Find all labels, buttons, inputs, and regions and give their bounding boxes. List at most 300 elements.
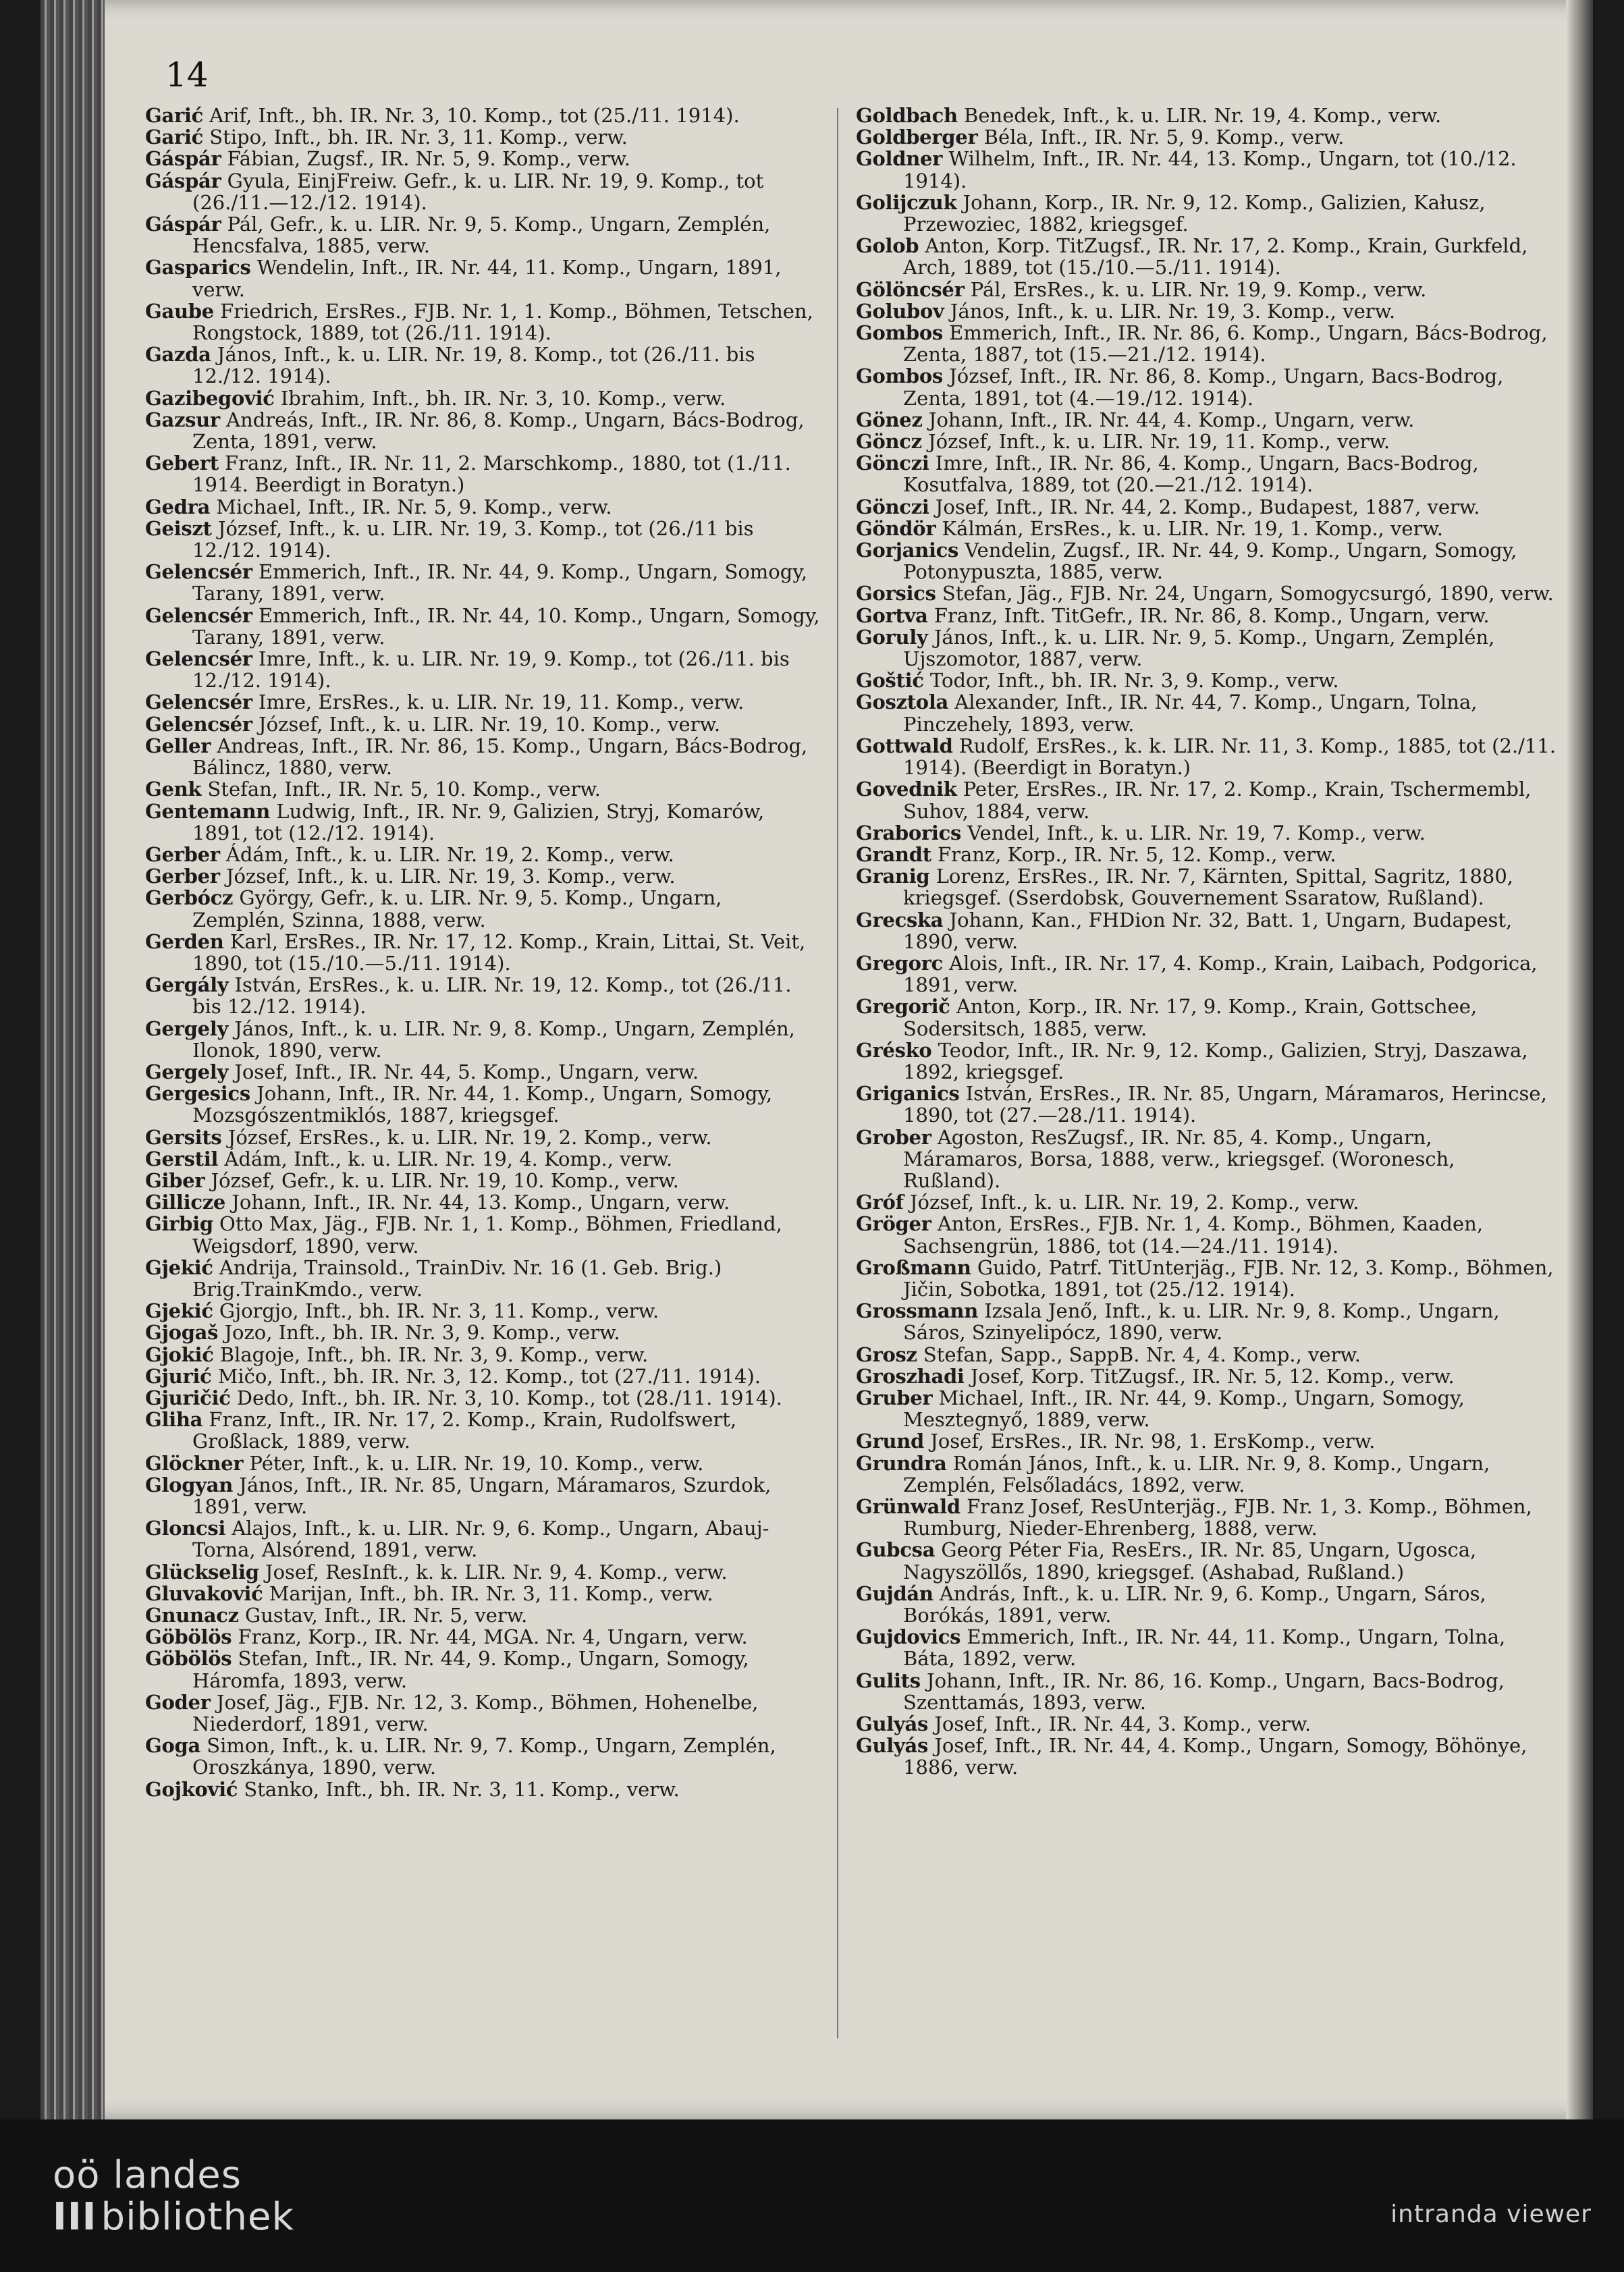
entry-surname: Gentemann (145, 799, 271, 823)
list-item (856, 691, 1558, 734)
list-item (145, 213, 820, 256)
entry-surname: Gottwald (856, 734, 953, 757)
list-item (856, 583, 1558, 604)
entry-details: Friedrich, ErsRes., FJB. Nr. 1, 1. Komp., Böhmen, Tetschen, Rongstock, 1889, tot (26./11. 1914). (192, 299, 813, 345)
list-item (145, 865, 820, 887)
entry-details: Vendel, Inft., k. u. LIR. Nr. 19, 7. Komp., verw. (961, 821, 1426, 844)
list-item (856, 952, 1558, 996)
entry-details: Emmerich, Inft., IR. Nr. 44, 10. Komp., Ungarn, Somogy, Tarany, 1891, verw. (192, 603, 820, 649)
entry-surname: Gaube (145, 299, 214, 323)
entry-surname: Grober (856, 1125, 931, 1149)
list-item (145, 1561, 820, 1583)
page-number: 14 (165, 55, 209, 94)
list-item (145, 1648, 820, 1691)
entry-details: Stefan, Jäg., FJB. Nr. 24, Ungarn, Somogycsurgó, 1890, verw. (936, 582, 1554, 605)
list-item (856, 1213, 1558, 1256)
entry-surname: Gedra (145, 495, 211, 518)
entry-surname: Gelencsér (145, 712, 252, 736)
list-item (145, 931, 820, 974)
logo-line-1: oö landes (53, 2153, 242, 2197)
entry-details: Imre, ErsRes., k. u. LIR. Nr. 19, 11. Komp., verw. (252, 691, 745, 714)
entry-surname: Gróf (856, 1191, 904, 1214)
entry-details: Emmerich, Inft., IR. Nr. 86, 6. Komp., Ungarn, Bács-Bodrog, Zenta, 1887, tot (15.—21./12. 1914). (903, 321, 1548, 367)
entry-surname: Gelencsér (145, 603, 252, 627)
entry-details: Josef, ErsRes., IR. Nr. 98, 1. ErsKomp., verw. (924, 1430, 1376, 1453)
entry-surname: Gjogaš (145, 1321, 219, 1345)
entry-details: Ádám, Inft., k. u. LIR. Nr. 19, 4. Komp., verw. (218, 1147, 673, 1170)
list-item (145, 778, 820, 800)
entry-surname: Gerbócz (145, 886, 234, 910)
list-item (145, 1127, 820, 1148)
entry-details: János, Inft., k. u. LIR. Nr. 9, 8. Komp., Ungarn, Zemplén, Ilonok, 1890, verw. (192, 1017, 795, 1062)
entry-details: Peter, ErsRes., IR. Nr. 17, 2. Komp., Krain, Tschermembl, Suhov, 1884, verw. (903, 778, 1532, 823)
entry-details: Josef, Jäg., FJB. Nr. 12, 3. Komp., Böhmen, Hohenelbe, Niederdorf, 1891, verw. (192, 1690, 759, 1736)
entry-details: Anton, ErsRes., FJB. Nr. 1, 4. Komp., Böhmen, Kaaden, Sachsengrün, 1886, tot (14.—24./11. 1914). (903, 1212, 1484, 1257)
entry-details: József, Inft., k. u. LIR. Nr. 19, 3. Komp., verw. (219, 865, 676, 888)
list-item (856, 192, 1558, 235)
entry-details: Otto Max, Jäg., FJB. Nr. 1, 1. Komp., Böhmen, Friedland, Weigsdorf, 1890, verw. (192, 1212, 782, 1257)
entry-details: József, Gefr., k. u. LIR. Nr. 19, 10. Komp., verw. (205, 1168, 679, 1192)
entry-details: Josef, ResInft., k. k. LIR. Nr. 9, 4. Komp., verw. (259, 1560, 728, 1584)
entry-details: Andrija, Trainsold., TrainDiv. Nr. 16 (1. Geb. Brig.) Brig.TrainKmdo., verw. (192, 1255, 722, 1301)
list-item (145, 1735, 820, 1778)
entry-surname: Glöckner (145, 1451, 244, 1475)
entry-surname: Gönez (856, 408, 923, 431)
entry-surname: Golob (856, 234, 919, 258)
list-item (145, 1191, 820, 1213)
entry-surname: Grésko (856, 1038, 932, 1062)
list-item (856, 822, 1558, 844)
book-spine (40, 0, 105, 2119)
entry-surname: Gáspár (145, 169, 221, 192)
entry-details: Gustav, Inft., IR. Nr. 5, verw. (238, 1604, 528, 1627)
entry-details: Andreas, Inft., IR. Nr. 86, 15. Komp., Ungarn, Bács-Bodrog, Bálincz, 1880, verw. (192, 734, 808, 780)
entry-details: Michael, Inft., IR. Nr. 44, 9. Komp., Ungarn, Somogy, Mesztegnyő, 1889, verw. (903, 1386, 1465, 1432)
entry-details: József, ErsRes., k. u. LIR. Nr. 19, 2. Komp., verw. (221, 1125, 712, 1149)
entry-details: Franz, Korp., IR. Nr. 44, MGA. Nr. 4, Ungarn, verw. (232, 1625, 748, 1649)
entry-surname: Gjokić (145, 1343, 214, 1366)
entry-surname: Gersits (145, 1125, 222, 1149)
page-edge-shadow (1566, 0, 1593, 2119)
list-item (145, 256, 820, 300)
entry-details: Román János, Inft., k. u. LIR. Nr. 9, 8. Komp., Ungarn, Zemplén, Felsőladács, 1892, verw. (903, 1451, 1490, 1496)
entry-details: Stanko, Inft., bh. IR. Nr. 3, 11. Komp., verw. (238, 1777, 680, 1801)
entry-details: Alois, Inft., IR. Nr. 17, 4. Komp., Krain, Laibach, Podgorica, 1891, verw. (903, 951, 1538, 997)
entry-surname: Geller (145, 734, 211, 757)
entry-details: Johann, Kan., FHDion Nr. 32, Batt. 1, Ungarn, Budapest, 1890, verw. (903, 908, 1513, 953)
list-item (145, 974, 820, 1017)
entry-surname: Gjekić (145, 1299, 213, 1323)
entry-surname: Großmann (856, 1255, 971, 1279)
entry-details: János, Inft., IR. Nr. 85, Ungarn, Máramaros, Szurdok, 1891, verw. (192, 1473, 772, 1518)
logo-word: bibliothek (101, 2195, 294, 2239)
entry-surname: Gorjanics (856, 539, 959, 562)
entry-surname: Gujdovics (856, 1625, 961, 1649)
entry-details: Anton, Korp., IR. Nr. 17, 9. Komp., Krain, Gottschee, Sodersitsch, 1885, verw. (903, 995, 1478, 1040)
list-item (145, 1692, 820, 1735)
entry-details: Guido, Patrf. TitUnterjäg., FJB. Nr. 12, 3. Komp., Böhmen, Jičin, Sobotka, 1891, tot (25./12. 1914). (903, 1255, 1554, 1301)
list-item (856, 539, 1558, 583)
entry-surname: Gillicze (145, 1191, 226, 1214)
entry-surname: Gjekić (145, 1255, 213, 1279)
entry-surname: Gulyás (856, 1712, 929, 1736)
entry-details: József, Inft., IR. Nr. 86, 8. Komp., Ungarn, Bacs-Bodrog, Zenta, 1891, tot (4.—19./12. 1914). (903, 364, 1504, 410)
left-column (145, 105, 820, 1800)
entry-details: Johann, Inft., IR. Nr. 44, 4. Komp., Ungarn, verw. (922, 408, 1415, 431)
entry-surname: Gelencsér (145, 560, 252, 584)
entry-surname: Gebert (145, 452, 219, 475)
entry-surname: Gregorič (856, 995, 950, 1019)
list-item (856, 1496, 1558, 1539)
list-item (145, 1453, 820, 1474)
list-item (856, 322, 1558, 365)
list-item (145, 1583, 820, 1604)
entry-surname: Gergely (145, 1017, 228, 1040)
entry-surname: Gombos (856, 321, 943, 345)
list-item (145, 713, 820, 735)
entry-surname: Giber (145, 1168, 205, 1192)
entry-surname: Gergesics (145, 1082, 250, 1106)
entry-details: Ludwig, Inft., IR. Nr. 9, Galizien, Stryj, Komarów, 1891, tot (12./12. 1914). (192, 799, 765, 844)
entry-details: Gyula, EinjFreiw. Gefr., k. u. LIR. Nr. 19, 9. Komp., tot (26./11.—12./12. 1914). (192, 169, 764, 214)
entry-surname: Gulyás (856, 1734, 929, 1758)
entry-details: Johann, Korp., IR. Nr. 9, 12. Komp., Galizien, Kałusz, Przewoziec, 1882, kriegsgef. (903, 190, 1486, 236)
list-item (145, 1517, 820, 1561)
entry-details: Péter, Inft., k. u. LIR. Nr. 19, 10. Komp., verw. (243, 1451, 704, 1475)
entry-surname: Goštić (856, 669, 924, 693)
entry-surname: Gloncsi (145, 1517, 226, 1540)
entry-surname: Grecska (856, 908, 944, 931)
list-item (856, 496, 1558, 518)
entry-surname: Gojković (145, 1777, 238, 1801)
list-item (856, 626, 1558, 670)
entry-surname: Grossmann (856, 1299, 978, 1323)
viewer-brand-label: intranda viewer (1390, 2200, 1592, 2228)
entry-details: Josef, Inft., IR. Nr. 44, 2. Komp., Budapest, 1887, verw. (929, 495, 1480, 518)
list-item (856, 605, 1558, 626)
entry-details: Stefan, Inft., IR. Nr. 5, 10. Komp., verw. (201, 778, 601, 801)
list-item (856, 1344, 1558, 1365)
entry-details: Johann, Inft., IR. Nr. 44, 13. Komp., Ungarn, verw. (225, 1191, 730, 1214)
entry-surname: Gujdán (856, 1581, 933, 1605)
entry-details: József, Inft., k. u. LIR. Nr. 19, 3. Komp., tot (26./11 bis 12./12. 1914). (192, 516, 754, 562)
entry-details: Johann, Inft., IR. Nr. 44, 1. Komp., Ungarn, Somogy, Mozsgószentmiklós, 1887, kriegsgef. (192, 1082, 773, 1127)
entry-details: Kálmán, ErsRes., k. u. LIR. Nr. 19, 1. Komp., verw. (936, 516, 1443, 540)
entry-surname: Gergály (145, 973, 229, 997)
entry-surname: Goldbach (856, 104, 958, 127)
entry-details: András, Inft., k. u. LIR. Nr. 9, 6. Komp., Ungarn, Sáros, Borókás, 1891, verw. (903, 1581, 1486, 1627)
list-item (856, 148, 1558, 191)
list-item (145, 801, 820, 844)
entry-details: István, ErsRes., IR. Nr. 85, Ungarn, Máramaros, Herincse, 1890, tot (27.—28./11. 1914). (903, 1082, 1547, 1127)
entry-details: Emmerich, Inft., IR. Nr. 44, 9. Komp., Ungarn, Somogy, Tarany, 1891, verw. (192, 560, 808, 605)
list-item (856, 909, 1558, 952)
list-item (145, 1409, 820, 1452)
entry-surname: Gjuričić (145, 1386, 231, 1409)
entry-details: Todor, Inft., bh. IR. Nr. 3, 9. Komp., verw. (923, 669, 1339, 693)
library-logo[interactable] (53, 2155, 294, 2238)
logo-line-2 (53, 2196, 294, 2238)
entry-details: Johann, Inft., IR. Nr. 86, 16. Komp., Ungarn, Bacs-Bodrog, Szenttamás, 1893, verw. (903, 1669, 1505, 1714)
list-item (145, 344, 820, 387)
list-item (145, 1018, 820, 1061)
entry-details: János, Inft., k. u. LIR. Nr. 19, 3. Komp., verw. (944, 299, 1396, 323)
list-item (145, 1322, 820, 1343)
entry-surname: Gerber (145, 865, 220, 888)
entry-surname: Gerden (145, 929, 224, 953)
entry-surname: Gjurić (145, 1364, 212, 1388)
entry-details: Teodor, Inft., IR. Nr. 9, 12. Komp., Galizien, Stryj, Daszawa, 1892, kriegsgef. (903, 1038, 1528, 1083)
entry-details: János, Inft., k. u. LIR. Nr. 19, 8. Komp., tot (26./11. bis 12./12. 1914). (192, 343, 755, 388)
list-item (856, 365, 1558, 408)
entry-details: Franz, Inft., IR. Nr. 11, 2. Marschkomp., 1880, tot (1./11. 1914. Beerdigt in Boratyn.) (192, 452, 791, 497)
right-column (856, 105, 1558, 1779)
logo-bars: III (53, 2195, 97, 2239)
list-item (145, 1604, 820, 1626)
list-item (856, 844, 1558, 865)
list-item (145, 300, 820, 344)
entry-details: Imre, Inft., k. u. LIR. Nr. 19, 9. Komp., tot (26./11. bis 12./12. 1914). (192, 647, 790, 693)
entry-surname: Göndör (856, 516, 936, 540)
list-item (145, 1626, 820, 1648)
entry-details: Pál, Gefr., k. u. LIR. Nr. 9, 5. Komp., Ungarn, Zemplén, Hencsfalva, 1885, verw. (192, 213, 771, 258)
entry-surname: Gerstil (145, 1147, 219, 1170)
entry-surname: Granig (856, 865, 930, 888)
entry-surname: Graborics (856, 821, 962, 844)
list-item (856, 1670, 1558, 1713)
entry-surname: Grünwald (856, 1495, 960, 1518)
entry-details: József, Inft., k. u. LIR. Nr. 19, 10. Komp., verw. (252, 712, 721, 736)
entry-details: József, Inft., k. u. LIR. Nr. 19, 2. Komp., verw. (903, 1191, 1359, 1214)
entry-details: Wilhelm, Inft., IR. Nr. 44, 13. Komp., Ungarn, tot (10./12. 1914). (903, 147, 1517, 192)
entry-details: Anton, Korp. TitZugsf., IR. Nr. 17, 2. Komp., Krain, Gurkfeld, Arch, 1889, tot (15./10.—5./11. 1914). (903, 234, 1528, 279)
entry-surname: Gerber (145, 842, 220, 866)
entry-details: József, Inft., k. u. LIR. Nr. 19, 11. Komp., verw. (921, 430, 1390, 454)
list-item (856, 996, 1558, 1039)
entry-surname: Gubcsa (856, 1538, 936, 1562)
entry-details: Ádám, Inft., k. u. LIR. Nr. 19, 2. Komp., verw. (219, 842, 674, 866)
entry-surname: Grund (856, 1430, 924, 1453)
list-item (856, 452, 1558, 495)
entry-details: Gjorgjo, Inft., bh. IR. Nr. 3, 11. Komp., verw. (213, 1299, 659, 1323)
entry-surname: Goldner (856, 147, 943, 171)
list-item (145, 887, 820, 930)
entry-details: Stefan, Sapp., SappB. Nr. 4, 4. Komp., verw. (917, 1343, 1361, 1366)
list-item (856, 300, 1558, 322)
entry-details: Dedo, Inft., bh. IR. Nr. 3, 10. Komp., tot (28./11. 1914). (230, 1386, 782, 1409)
entry-details: Andreás, Inft., IR. Nr. 86, 8. Komp., Ungarn, Bács-Bodrog, Zenta, 1891, verw. (192, 408, 805, 454)
entry-details: Karl, ErsRes., IR. Nr. 17, 12. Komp., Krain, Littai, St. Veit, 1890, tot (15./10.—5./11. 1914). (192, 929, 806, 975)
list-item (145, 1257, 820, 1300)
list-item (856, 865, 1558, 909)
entry-surname: Geiszt (145, 516, 212, 540)
entry-details: Simon, Inft., k. u. LIR. Nr. 9, 7. Komp., Ungarn, Zemplén, Oroszkánya, 1890, verw. (192, 1734, 776, 1779)
entry-surname: Garić (145, 104, 204, 127)
list-item (856, 1365, 1558, 1387)
list-item (856, 105, 1558, 126)
entry-surname: Gáspár (145, 147, 221, 171)
list-item (145, 691, 820, 713)
entry-surname: Gluvaković (145, 1581, 263, 1605)
entry-details: Agoston, ResZugsf., IR. Nr. 85, 4. Komp., Ungarn, Máramaros, Borsa, 1888, verw., kriegsgef. (Woronesch, Rußland). (903, 1125, 1455, 1192)
entry-surname: Göbölös (145, 1647, 232, 1671)
entry-surname: Grundra (856, 1451, 947, 1475)
entry-surname: Govednik (856, 778, 957, 801)
entry-surname: Genk (145, 778, 202, 801)
entry-details: Wendelin, Inft., IR. Nr. 44, 11. Komp., Ungarn, 1891, verw. (192, 256, 782, 301)
entry-details: Rudolf, ErsRes., k. k. LIR. Nr. 11, 3. Komp., 1885, tot (2./11. 1914). (Beerdigt in Boratyn.) (903, 734, 1557, 780)
entry-surname: Grandt (856, 842, 931, 866)
list-item (856, 1735, 1558, 1778)
entry-details: Franz Josef, ResUnterjäg., FJB. Nr. 1, 3. Komp., Böhmen, Rumburg, Nieder-Ehrenberg, 1888, verw. (903, 1495, 1532, 1540)
list-item (856, 126, 1558, 148)
list-item (856, 1083, 1558, 1126)
entry-details: Blagoje, Inft., bh. IR. Nr. 3, 9. Komp., verw. (213, 1343, 649, 1366)
entry-surname: Garić (145, 126, 204, 149)
entry-details: Georg Péter Fia, ResErs., IR. Nr. 85, Ungarn, Ugosca, Nagyszöllős, 1890, kriegsgef. (Ashabad, Rußland.) (903, 1538, 1477, 1584)
entry-details: Stefan, Inft., IR. Nr. 44, 9. Komp., Ungarn, Somogy, Háromfa, 1893, verw. (192, 1647, 749, 1692)
list-item (145, 496, 820, 518)
entry-surname: Gnunacz (145, 1604, 239, 1627)
entry-surname: Gazsur (145, 408, 220, 431)
entry-details: Josef, Inft., IR. Nr. 44, 4. Komp., Ungarn, Somogy, Böhönye, 1886, verw. (903, 1734, 1527, 1779)
list-item (145, 605, 820, 648)
list-item (145, 844, 820, 865)
list-item (145, 452, 820, 495)
entry-details: Béla, Inft., IR. Nr. 5, 9. Komp., verw. (977, 126, 1345, 149)
entry-details: Alexander, Inft., IR. Nr. 44, 7. Komp., Ungarn, Tolna, Pinczehely, 1893, verw. (903, 691, 1478, 736)
list-item (856, 409, 1558, 431)
entry-details: Pál, ErsRes., k. u. LIR. Nr. 19, 9. Komp., verw. (964, 277, 1427, 301)
list-item (145, 387, 820, 409)
list-item (145, 1300, 820, 1322)
entry-details: Josef, Inft., IR. Nr. 44, 3. Komp., verw. (928, 1712, 1311, 1736)
list-item (145, 1344, 820, 1365)
entry-surname: Gergely (145, 1060, 228, 1083)
entry-surname: Gazda (145, 343, 211, 367)
entry-surname: Gáspár (145, 213, 221, 236)
entry-surname: Grosz (856, 1343, 917, 1366)
entry-details: Izsala Jenő, Inft., k. u. LIR. Nr. 9, 8. Komp., Ungarn, Sáros, Szinyelipócz, 1890, verw. (903, 1299, 1500, 1345)
list-item (145, 1365, 820, 1387)
entry-details: Ibrahim, Inft., bh. IR. Nr. 3, 10. Komp., verw. (274, 386, 726, 410)
entry-details: Jozo, Inft., bh. IR. Nr. 3, 9. Komp., verw. (218, 1321, 620, 1345)
list-item (145, 1779, 820, 1800)
list-item (145, 561, 820, 604)
list-item (145, 648, 820, 691)
list-item (856, 1039, 1558, 1083)
list-item (856, 1713, 1558, 1735)
entry-surname: Goga (145, 1734, 200, 1758)
entry-surname: Goruly (856, 625, 928, 649)
list-item (856, 1539, 1558, 1582)
list-item (145, 170, 820, 213)
entry-details: István, ErsRes., k. u. LIR. Nr. 19, 12. Komp., tot (26./11. bis 12./12. 1914). (192, 973, 792, 1019)
entry-surname: Gombos (856, 364, 943, 388)
entry-details: Mičo, Inft., bh. IR. Nr. 3, 12. Komp., tot (27./11. 1914). (211, 1364, 761, 1388)
entry-surname: Göbölös (145, 1625, 232, 1649)
list-item (145, 1061, 820, 1083)
entry-details: Vendelin, Zugsf., IR. Nr. 44, 9. Komp., Ungarn, Somogy, Potonypuszta, 1885, verw. (903, 539, 1517, 584)
list-item (145, 1148, 820, 1170)
entry-surname: Gorsics (856, 582, 936, 605)
list-item (856, 1257, 1558, 1300)
entry-surname: Golubov (856, 299, 944, 323)
entry-details: Franz, Korp., IR. Nr. 5, 12. Komp., verw. (931, 842, 1336, 866)
list-item (856, 735, 1558, 778)
entry-details: Josef, Korp. TitZugsf., IR. Nr. 5, 12. Komp., verw. (964, 1364, 1455, 1388)
list-item (145, 148, 820, 169)
entry-surname: Gölöncsér (856, 277, 965, 301)
entry-surname: Griganics (856, 1082, 960, 1106)
list-item (145, 518, 820, 561)
list-item (856, 279, 1558, 300)
entry-details: Franz, Inft. TitGefr., IR. Nr. 86, 8. Komp., Ungarn, verw. (927, 603, 1490, 627)
list-item (145, 1083, 820, 1126)
list-item (856, 431, 1558, 452)
entry-surname: Groszhadi (856, 1364, 965, 1388)
entry-surname: Gregorc (856, 951, 943, 975)
entry-surname: Golijczuk (856, 190, 957, 214)
entry-surname: Gosztola (856, 691, 949, 714)
list-item (856, 1300, 1558, 1343)
entry-details: Stipo, Inft., bh. IR. Nr. 3, 11. Komp., verw. (203, 126, 628, 149)
column-divider (837, 108, 838, 2038)
entry-details: Franz, Inft., IR. Nr. 17, 2. Komp., Krain, Rudolfswert, Großlack, 1889, verw. (192, 1408, 737, 1453)
entry-surname: Gazibegović (145, 386, 275, 410)
entry-details: György, Gefr., k. u. LIR. Nr. 9, 5. Komp., Ungarn, Zemplén, Szinna, 1888, verw. (192, 886, 722, 931)
list-item (145, 105, 820, 126)
entry-details: Imre, Inft., IR. Nr. 86, 4. Komp., Ungarn, Bacs-Bodrog, Kosutfalva, 1889, tot (20.—21./12. 1914). (903, 452, 1479, 497)
entry-surname: Gliha (145, 1408, 203, 1432)
entry-surname: Gruber (856, 1386, 933, 1409)
entry-surname: Glückselig (145, 1560, 259, 1584)
entry-details: Arif, Inft., bh. IR. Nr. 3, 10. Komp., tot (25./11. 1914). (203, 104, 740, 127)
list-item (856, 670, 1558, 691)
list-item (856, 778, 1558, 821)
entry-surname: Gasparics (145, 256, 251, 279)
list-item (145, 1170, 820, 1191)
entry-surname: Gönczi (856, 452, 929, 475)
list-item (856, 1626, 1558, 1669)
list-item (856, 1430, 1558, 1452)
entry-surname: Gönczi (856, 495, 929, 518)
entry-details: Emmerich, Inft., IR. Nr. 44, 11. Komp., Ungarn, Tolna, Báta, 1892, verw. (903, 1625, 1506, 1671)
entry-details: Benedek, Inft., k. u. LIR. Nr. 19, 4. Komp., verw. (957, 104, 1442, 127)
entry-surname: Glogyan (145, 1473, 234, 1496)
entry-surname: Gortva (856, 603, 928, 627)
list-item (145, 1474, 820, 1517)
list-item (856, 1127, 1558, 1192)
entry-surname: Gelencsér (145, 647, 252, 671)
entry-surname: Gulits (856, 1669, 921, 1692)
entry-details: Lorenz, ErsRes., IR. Nr. 7, Kärnten, Spittal, Sagritz, 1880, kriegsgef. (Sserdobsk, Gouvernement Ssaratow, Rußland). (903, 865, 1514, 910)
list-item (856, 1387, 1558, 1430)
list-item (145, 735, 820, 778)
entry-surname: Girbig (145, 1212, 213, 1236)
list-item (856, 1191, 1558, 1213)
list-item (856, 518, 1558, 539)
list-item (145, 1213, 820, 1256)
entry-details: Alajos, Inft., k. u. LIR. Nr. 9, 6. Komp., Ungarn, Abauj-Torna, Alsórend, 1891, verw. (192, 1517, 769, 1562)
list-item (856, 1583, 1558, 1626)
list-item (145, 126, 820, 148)
entry-surname: Goder (145, 1690, 211, 1714)
entry-details: Josef, Inft., IR. Nr. 44, 5. Komp., Ungarn, verw. (228, 1060, 699, 1083)
list-item (145, 409, 820, 452)
entry-details: Marijan, Inft., bh. IR. Nr. 3, 11. Komp., verw. (263, 1581, 713, 1605)
entry-surname: Gröger (856, 1212, 931, 1236)
